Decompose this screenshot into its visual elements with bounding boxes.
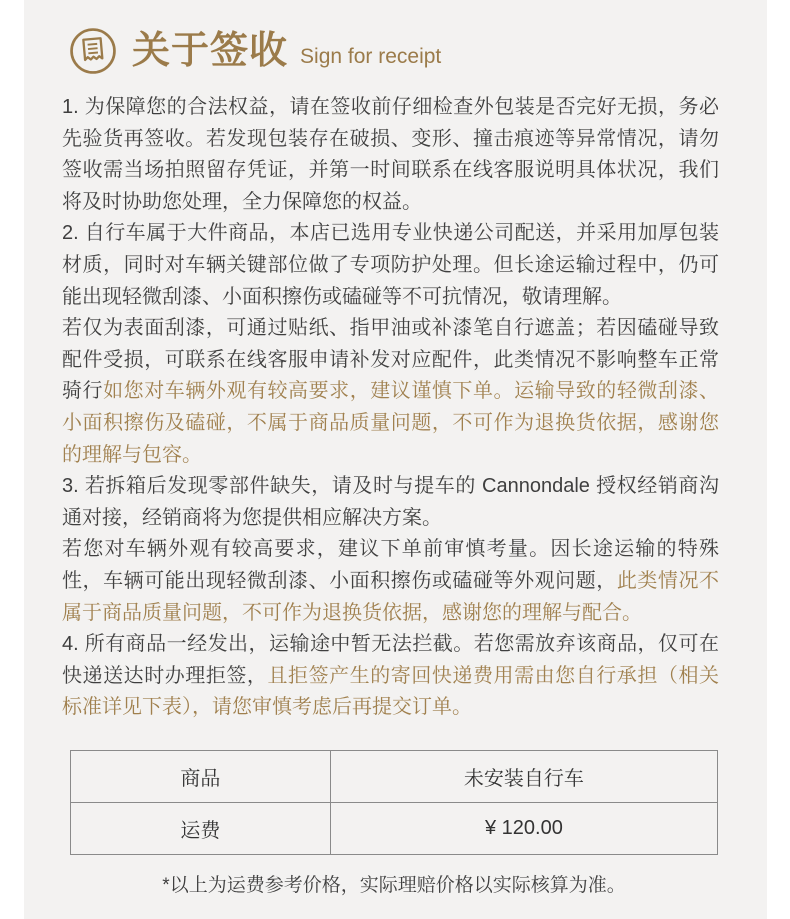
paragraph-highlight-text: 且拒签产生的寄回快递费用需由您自行承担（相关标准详见下表），请您审慎考虑后再提交订单。 — [62, 664, 720, 719]
table-row-shipping-fee — [71, 802, 718, 854]
fee-value-cell: ¥ 120.00 — [330, 802, 717, 854]
paragraph-text: 若仅为表面刮漆，可通过贴纸、指甲油或补漆笔自行遮盖；若因磕碰导致配件受损，可联系在线客服申请补发对应配件，此类情况不影响整车正常骑行 — [62, 317, 719, 403]
paragraph-text: 1. 为保障您的合法权益，请在签收前仔细检查外包装是否完好无损，务必先验货再签收。若发现包装存在破损、变形、撞击痕迹等异常情况，请勿签收需当场拍照留存凭证，并第一时间联系在线客服说明具体状况，我们将及时协助您处理，全力保障您的权益。 — [62, 96, 719, 213]
section-title: 关于签收 — [132, 30, 289, 72]
notice-paragraph-3 — [62, 313, 719, 471]
fee-label-cell: 运费 — [71, 802, 331, 854]
notice-paragraph-5 — [62, 534, 719, 629]
section-subtitle: Sign for receipt — [300, 45, 442, 68]
table-row-product — [71, 750, 718, 802]
receipt-notice-panel — [24, 0, 767, 919]
paragraph-text: 2. 自行车属于大件商品，本店已选用专业快递公司配送，并采用加厚包装材质，同时对车辆关键部位做了专项防护处理。但长途运输过程中，仍可能出现轻微刮漆、小面积擦伤或磕碰等不可抗情况，敬请理解。 — [62, 222, 719, 308]
receipt-seal-icon — [68, 26, 118, 76]
paragraph-text: 若您对车辆外观有较高要求，建议下单前审慎考量。因长途运输的特殊性，车辆可能出现轻微刮漆、小面积擦伤或磕碰等外观问题， — [62, 538, 719, 592]
section-header — [68, 26, 767, 76]
notice-paragraph-2 — [62, 218, 719, 313]
paragraph-text: 4. 所有商品一经发出，运输途中暂无法拦截。若您需放弃该商品，仅可在快递送达时办理拒签， — [62, 633, 719, 687]
shipping-fee-table — [70, 750, 718, 855]
notice-body — [62, 92, 719, 724]
notice-paragraph-6 — [62, 629, 719, 724]
paragraph-text: 3. 若拆箱后发现零部件缺失，请及时与提车的 Cannondale 授权经销商沟通对接，经销商将为您提供相应解决方案。 — [62, 475, 719, 529]
product-value-cell: 未安装自行车 — [330, 750, 717, 802]
title-group — [132, 32, 441, 70]
product-label-cell: 商品 — [71, 750, 331, 802]
paragraph-highlight-text: 此类情况不属于商品质量问题，不可作为退换货依据，感谢您的理解与配合。 — [62, 569, 720, 624]
notice-paragraph-1 — [62, 92, 719, 218]
notice-paragraph-4 — [62, 471, 719, 534]
fee-footnote: *以上为运费参考价格，实际理赔价格以实际核算为准。 — [162, 874, 626, 896]
paragraph-highlight-text: 如您对车辆外观有较高要求，建议谨慎下单。运输导致的轻微刮漆、小面积擦伤及磕碰，不属于商品质量问题，不可作为退换货依据，感谢您的理解与包容。 — [62, 380, 720, 466]
